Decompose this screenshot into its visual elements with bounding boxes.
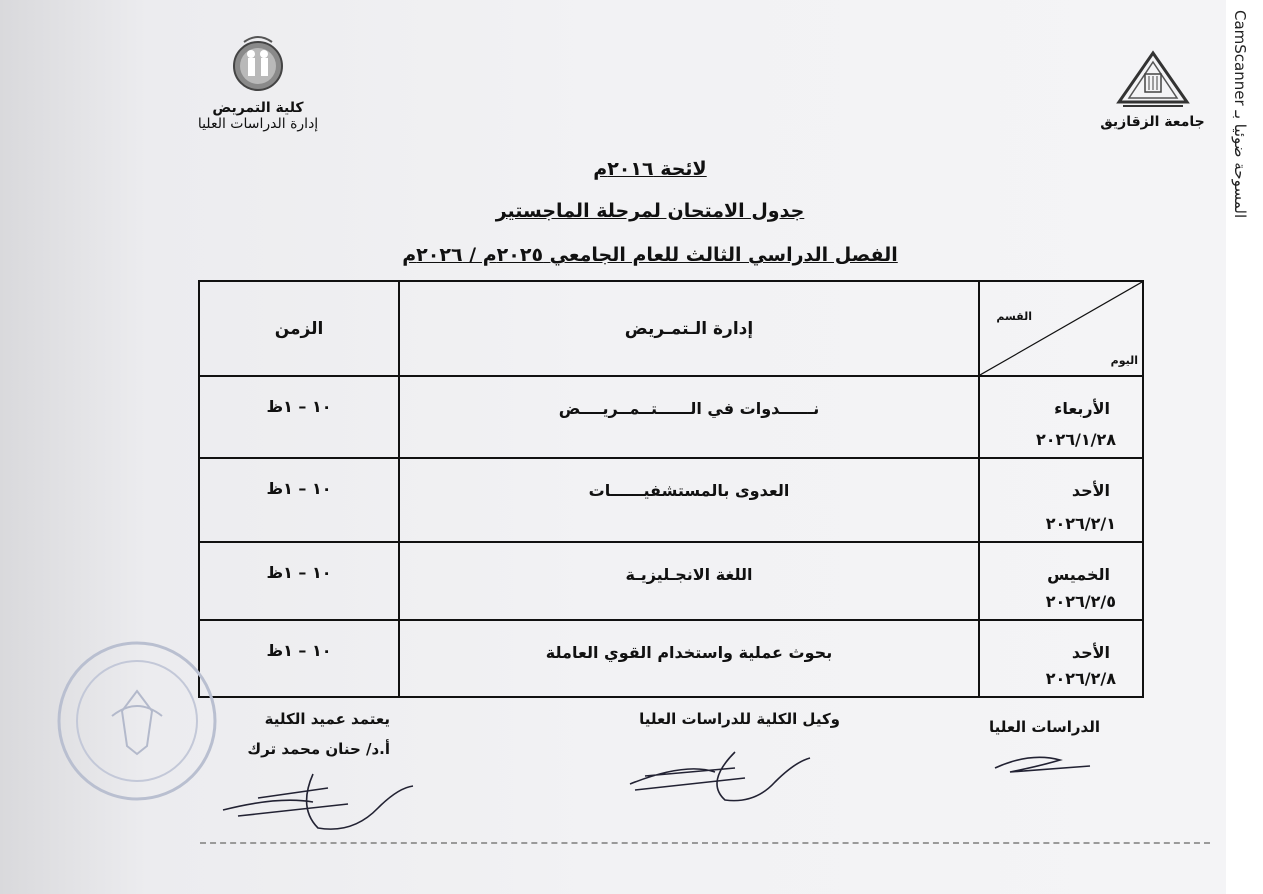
- faculty-logo-icon: [226, 32, 290, 96]
- day-date: ٢٠٢٦/٢/١: [1045, 514, 1116, 533]
- department-name: إدارة الدراسات العليا: [197, 116, 319, 132]
- time-cell: [200, 377, 398, 457]
- table-row: [200, 377, 1142, 459]
- graduate-studies-signature-label: الدراسات العليا: [988, 718, 1100, 736]
- subject-name: اللغة الانجـليزيـة: [625, 565, 753, 584]
- university-logo-icon: [1113, 50, 1193, 110]
- subject-cell: [398, 377, 978, 457]
- exam-time: ١٠ – ١ظ: [266, 641, 332, 660]
- subject-cell: [398, 621, 978, 696]
- signature-scrawl-icon: [218, 768, 418, 838]
- time-cell: [200, 459, 398, 541]
- table-row: [200, 543, 1142, 621]
- subject-cell: [398, 459, 978, 541]
- faculty-name: كلية التمريض: [212, 100, 304, 116]
- vice-dean-signature-label: وكيل الكلية للدراسات العليا: [639, 710, 840, 728]
- header-dept-label: القسم: [996, 310, 1032, 323]
- exam-time: ١٠ – ١ظ: [266, 479, 332, 498]
- university-header: [1100, 50, 1205, 130]
- day-name: الأحد: [1071, 643, 1110, 662]
- subject-name: العدوى بالمستشفيــــــات: [588, 481, 790, 500]
- header-day-label: اليوم: [1110, 354, 1138, 367]
- university-name: جامعة الزقازيق: [1100, 114, 1205, 130]
- faculty-stamp-icon: [52, 636, 222, 806]
- subject-name: نــــــدوات في الــــــتــمــريــــض: [558, 399, 820, 418]
- day-name: الأربعاء: [1054, 399, 1110, 418]
- day-cell: [978, 377, 1142, 457]
- dean-name: أ.د/ حنان محمد ترك: [247, 740, 390, 758]
- bottom-divider: [200, 842, 1210, 844]
- time-cell: [200, 621, 398, 696]
- dean-approval-label: يعتمد عميد الكلية: [264, 710, 390, 728]
- header-subject-cell: [398, 282, 978, 375]
- signature-scrawl-icon: [990, 746, 1100, 776]
- exam-schedule-table: [198, 280, 1144, 698]
- day-cell: [978, 543, 1142, 619]
- day-date: ٢٠٢٦/١/٢٨: [1035, 430, 1116, 449]
- header-day-dept-cell: [978, 282, 1142, 375]
- day-date: ٢٠٢٦/٢/٥: [1045, 592, 1116, 611]
- faculty-header: [168, 32, 348, 132]
- exam-time: ١٠ – ١ظ: [266, 563, 332, 582]
- header-time-cell: [200, 282, 398, 375]
- schedule-title: جدول الامتحان لمرحلة الماجستير: [495, 200, 805, 222]
- header-subject-label: إدارة الـتمـريض: [624, 318, 754, 339]
- subject-cell: [398, 543, 978, 619]
- header-time-label: الزمن: [274, 318, 324, 339]
- day-name: الخميس: [1047, 565, 1110, 584]
- day-cell: [978, 621, 1142, 696]
- time-cell: [200, 543, 398, 619]
- table-header-row: [200, 282, 1142, 377]
- term-title: الفصل الدراسي الثالث للعام الجامعي ٢٠٢٥م / ٢٠٢٦م: [402, 244, 898, 266]
- regulation-title: لائحة ٢٠١٦م: [593, 158, 707, 180]
- signature-scrawl-icon: [625, 742, 815, 806]
- table-row: [200, 621, 1142, 696]
- scanner-watermark: CamScanner المسوحة ضوئيا بـ: [1231, 10, 1249, 219]
- day-date: ٢٠٢٦/٢/٨: [1045, 669, 1116, 688]
- day-cell: [978, 459, 1142, 541]
- table-row: [200, 459, 1142, 543]
- subject-name: بحوث عملية واستخدام القوي العاملة: [545, 643, 833, 662]
- day-name: الأحد: [1071, 481, 1110, 500]
- exam-time: ١٠ – ١ظ: [266, 397, 332, 416]
